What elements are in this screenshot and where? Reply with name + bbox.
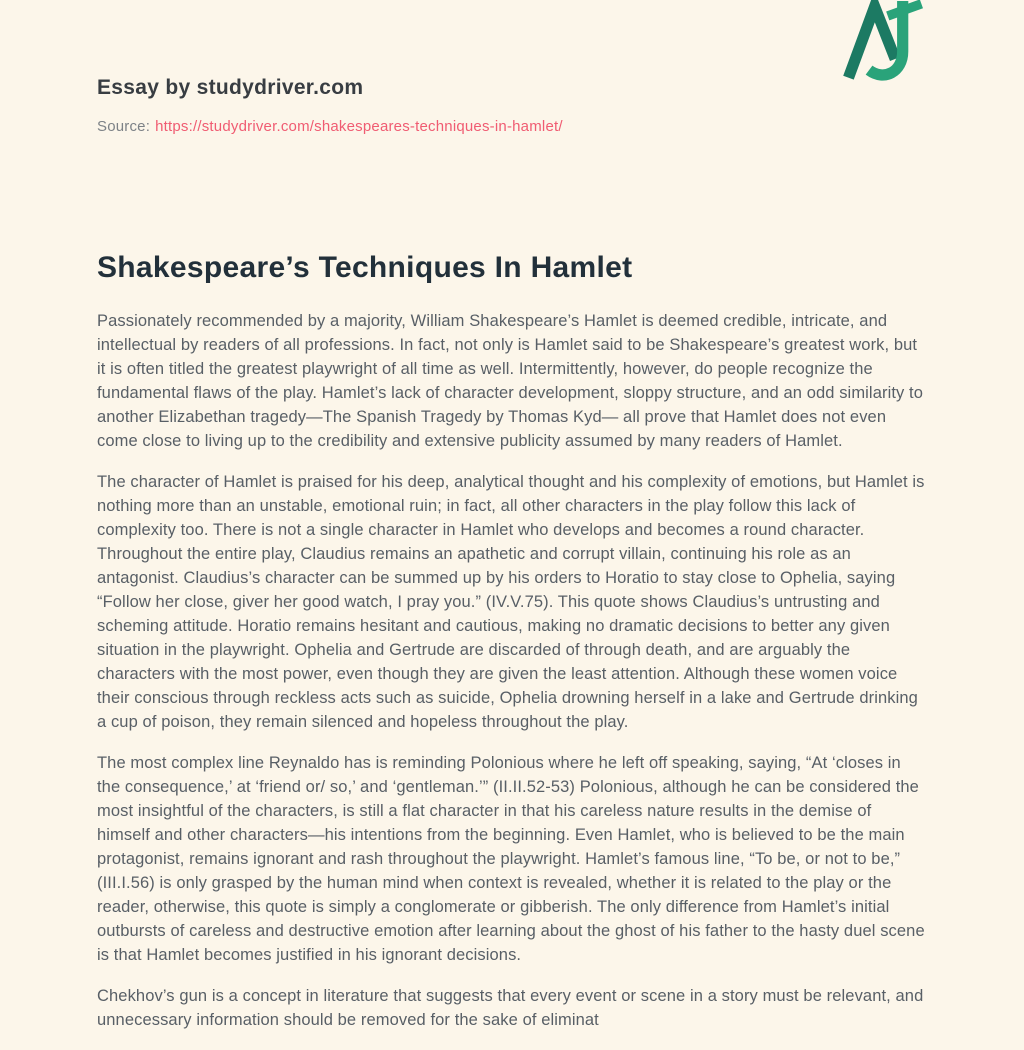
source-line (97, 118, 927, 135)
logo-cross-stroke (888, 4, 922, 16)
studydriver-logo-icon (841, 0, 927, 92)
byline: Essay by studydriver.com (97, 76, 364, 99)
page-header (97, 76, 927, 135)
paragraph-2: The character of Hamlet is praised for his deep, analytical thought and his complexity of emotions, but Hamlet is nothing more than an unstable, emotional ruin; in fact, all other characters in the play follow this lack of complexity too. There is not a single character in Hamlet who develops and becomes a round character. Throughout the entire play, Claudius remains an apathetic and corrupt villain, continuing his role as an antagonist. Claudius’s character can be summed up by his orders to Horatio to stay close to Ophelia, saying “Follow her close, giver her good watch, I pray you.” (IV.V.75). This quote shows Claudius’s untrusting and scheming attitude. Horatio remains hesitant and cautious, making no dramatic decisions to better any given situation in the playwright. Ophelia and Gertrude are discarded of through death, and are arguably the characters with the most power, even though they are given the least attention. Although these women voice their conscious through reckless acts such as suicide, Ophelia drowning herself in a lake and Gertrude drinking a cup of poison, they remain silenced and hopeless throughout the play. (97, 473, 925, 731)
page-title: Shakespeare’s Techniques In Hamlet (97, 251, 633, 284)
studydriver-logo (841, 0, 927, 92)
source-label: Source: (97, 118, 151, 135)
essay-page (97, 0, 927, 1032)
source-link[interactable]: https://studydriver.com/shakespeares-techniques-in-hamlet/ (155, 118, 563, 135)
paragraph-1: Passionately recommended by a majority, William Shakespeare’s Hamlet is deemed credible, intricate, and intellectual by readers of all professions. In fact, not only is Hamlet said to be Shakespeare’s greatest work, but it is often titled the greatest playwright of all time as well. Intermittently, however, do people recognize the fundamental flaws of the play. Hamlet’s lack of character development, sloppy structure, and an odd similarity to another Elizabethan tragedy—The Spanish Tragedy by Thomas Kyd— all prove that Hamlet does not even come close to living up to the credibility and extensive publicity assumed by many readers of Hamlet. (97, 312, 924, 450)
paragraph-3: The most complex line Reynaldo has is reminding Polonious where he left off speaking, saying, “At ‘closes in the consequence,’ at ‘friend or/ so,’ and ‘gentleman.’” (II.II.52-53) Polonious, although he can be considered the most insightful of the characters, is still a flat character in that his careless nature results in the demise of himself and other characters—his intentions from the beginning. Even Hamlet, who is believed to be the main protagonist, remains ignorant and rash throughout the playwright. Hamlet’s famous line, “To be, or not to be,” (III.I.56) is only grasped by the human mind when context is revealed, whether it is related to the play or the reader, otherwise, this quote is simply a conglomerate or gibberish. The only difference from Hamlet’s initial outbursts of careless and destructive emotion after learning about the ghost of his father to the hasty duel scene is that Hamlet becomes justified in his ignorant decisions. (97, 754, 925, 964)
article (97, 249, 927, 1032)
article-body (97, 309, 927, 1032)
paragraph-4: Chekhov’s gun is a concept in literature that suggests that every event or scene in a story must be relevant, and unnecessary information should be removed for the sake of eliminat (97, 987, 924, 1029)
